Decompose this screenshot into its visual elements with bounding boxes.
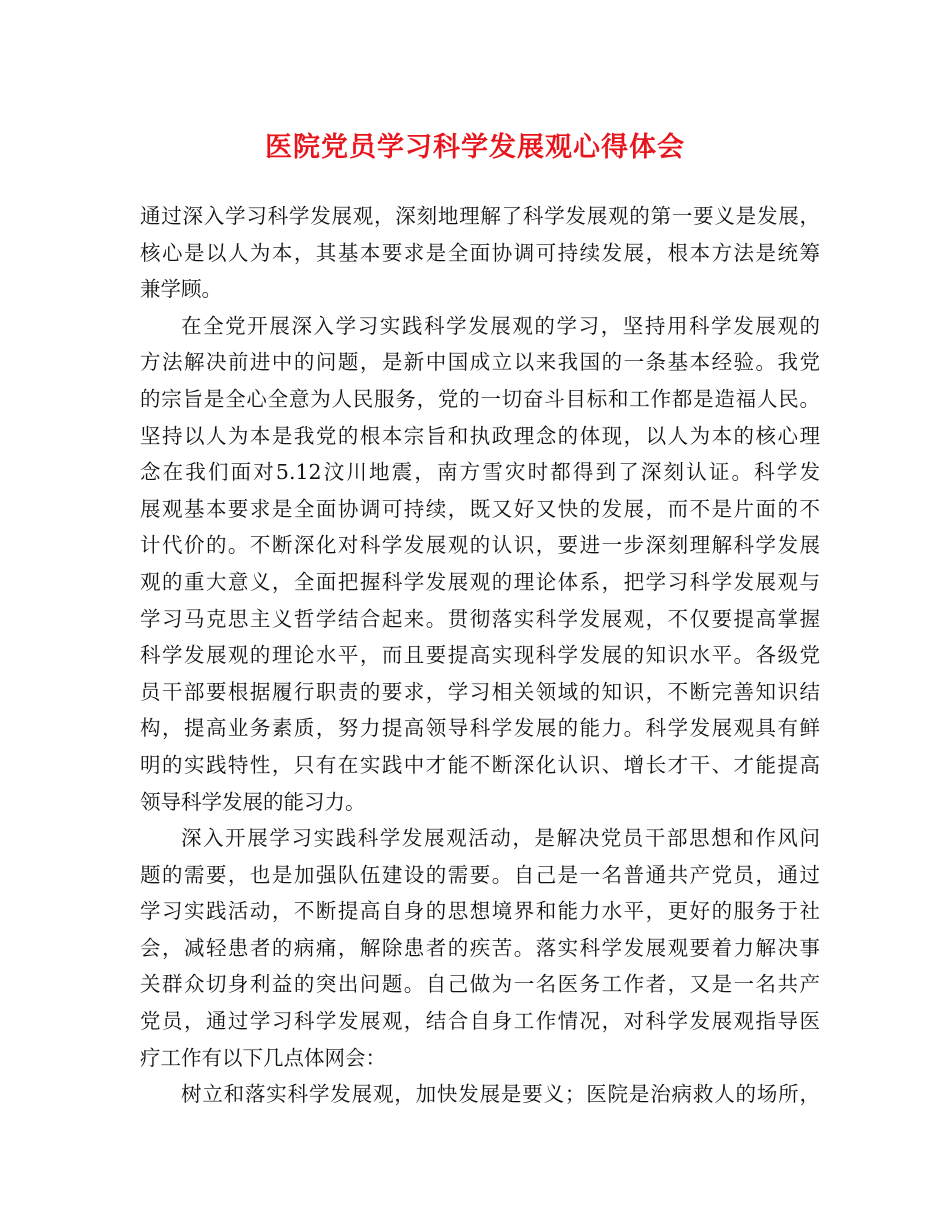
paragraph-1 bbox=[140, 198, 820, 308]
text-line: 构，提高业务素质，努力提高领导科学发展的能力。科学发展观具有鲜 bbox=[140, 716, 820, 741]
text-line: 通过深入学习科学发展观，深刻地理解了科学发展观的第一要义是发展， bbox=[140, 204, 820, 228]
document-title: 医院党员学习科学发展观心得体会 bbox=[265, 132, 685, 163]
text-line: 明的实践特性，只有在实践中才能不断深化认识、增长才干、才能提高 bbox=[140, 752, 820, 777]
text-line: 核心是以人为本，其基本要求是全面协调可持续发展，根本方法是统筹 bbox=[140, 240, 820, 265]
text-line: 方法解决前进中的问题，是新中国成立以来我国的一条基本经验。我党 bbox=[140, 350, 820, 375]
text-line: 坚持以人为本是我党的根本宗旨和执政理念的体现，以人为本的核心理 bbox=[140, 423, 820, 448]
paragraph-4 bbox=[140, 1076, 820, 1113]
paragraph-2 bbox=[140, 308, 820, 820]
text-line: 会，减轻患者的病痛，解除患者的疾苦。落实科学发展观要着力解决事 bbox=[140, 935, 820, 960]
text-line: 展观基本要求是全面协调可持续，既又好又快的发展，而不是片面的不 bbox=[140, 496, 820, 521]
text-line: 树立和落实科学发展观，加快发展是要义；医院是治病救人的场所， bbox=[181, 1082, 820, 1107]
text-line: 党员，通过学习科学发展观，结合自身工作情况，对科学发展观指导医 bbox=[140, 1009, 820, 1034]
text-line: 领导科学发展的能习力。 bbox=[140, 789, 366, 814]
document-body bbox=[140, 198, 820, 1113]
text-line: 题的需要，也是加强队伍建设的需要。自己是一名普通共产党员，通过 bbox=[140, 862, 820, 887]
text-line: 科学发展观的理论水平，而且要提高实现科学发展的知识水平。各级党 bbox=[140, 643, 820, 668]
text-line: 员干部要根据履行职责的要求，学习相关领域的知识，不断完善知识结 bbox=[140, 679, 820, 704]
text-line: 的宗旨是全心全意为人民服务，党的一切奋斗目标和工作都是造福人民。 bbox=[140, 386, 820, 411]
text-line: 学习马克思主义哲学结合起来。贯彻落实科学发展观，不仅要提高掌握 bbox=[140, 606, 820, 631]
text-line: 念在我们面对5.12汶川地震，南方雪灾时都得到了深刻认证。科学发 bbox=[140, 460, 820, 485]
text-line: 在全党开展深入学习实践科学发展观的学习，坚持用科学发展观的 bbox=[181, 313, 820, 338]
paragraph-3 bbox=[140, 820, 820, 1076]
text-line: 疗工作有以下几点体网会： bbox=[140, 1045, 386, 1070]
text-line: 深入开展学习实践科学发展观活动，是解决党员干部思想和作风问 bbox=[181, 826, 820, 851]
text-line: 兼学顾。 bbox=[140, 277, 222, 302]
text-line: 关群众切身利益的突出问题。自己做为一名医务工作者，又是一名共产 bbox=[140, 972, 820, 997]
text-line: 观的重大意义，全面把握科学发展观的理论体系，把学习科学发展观与 bbox=[140, 569, 820, 594]
text-line: 学习实践活动，不断提高自身的思想境界和能力水平，更好的服务于社 bbox=[140, 899, 820, 924]
text-line: 计代价的。不断深化对科学发展观的认识，要进一步深刻理解科学发展 bbox=[140, 533, 820, 558]
